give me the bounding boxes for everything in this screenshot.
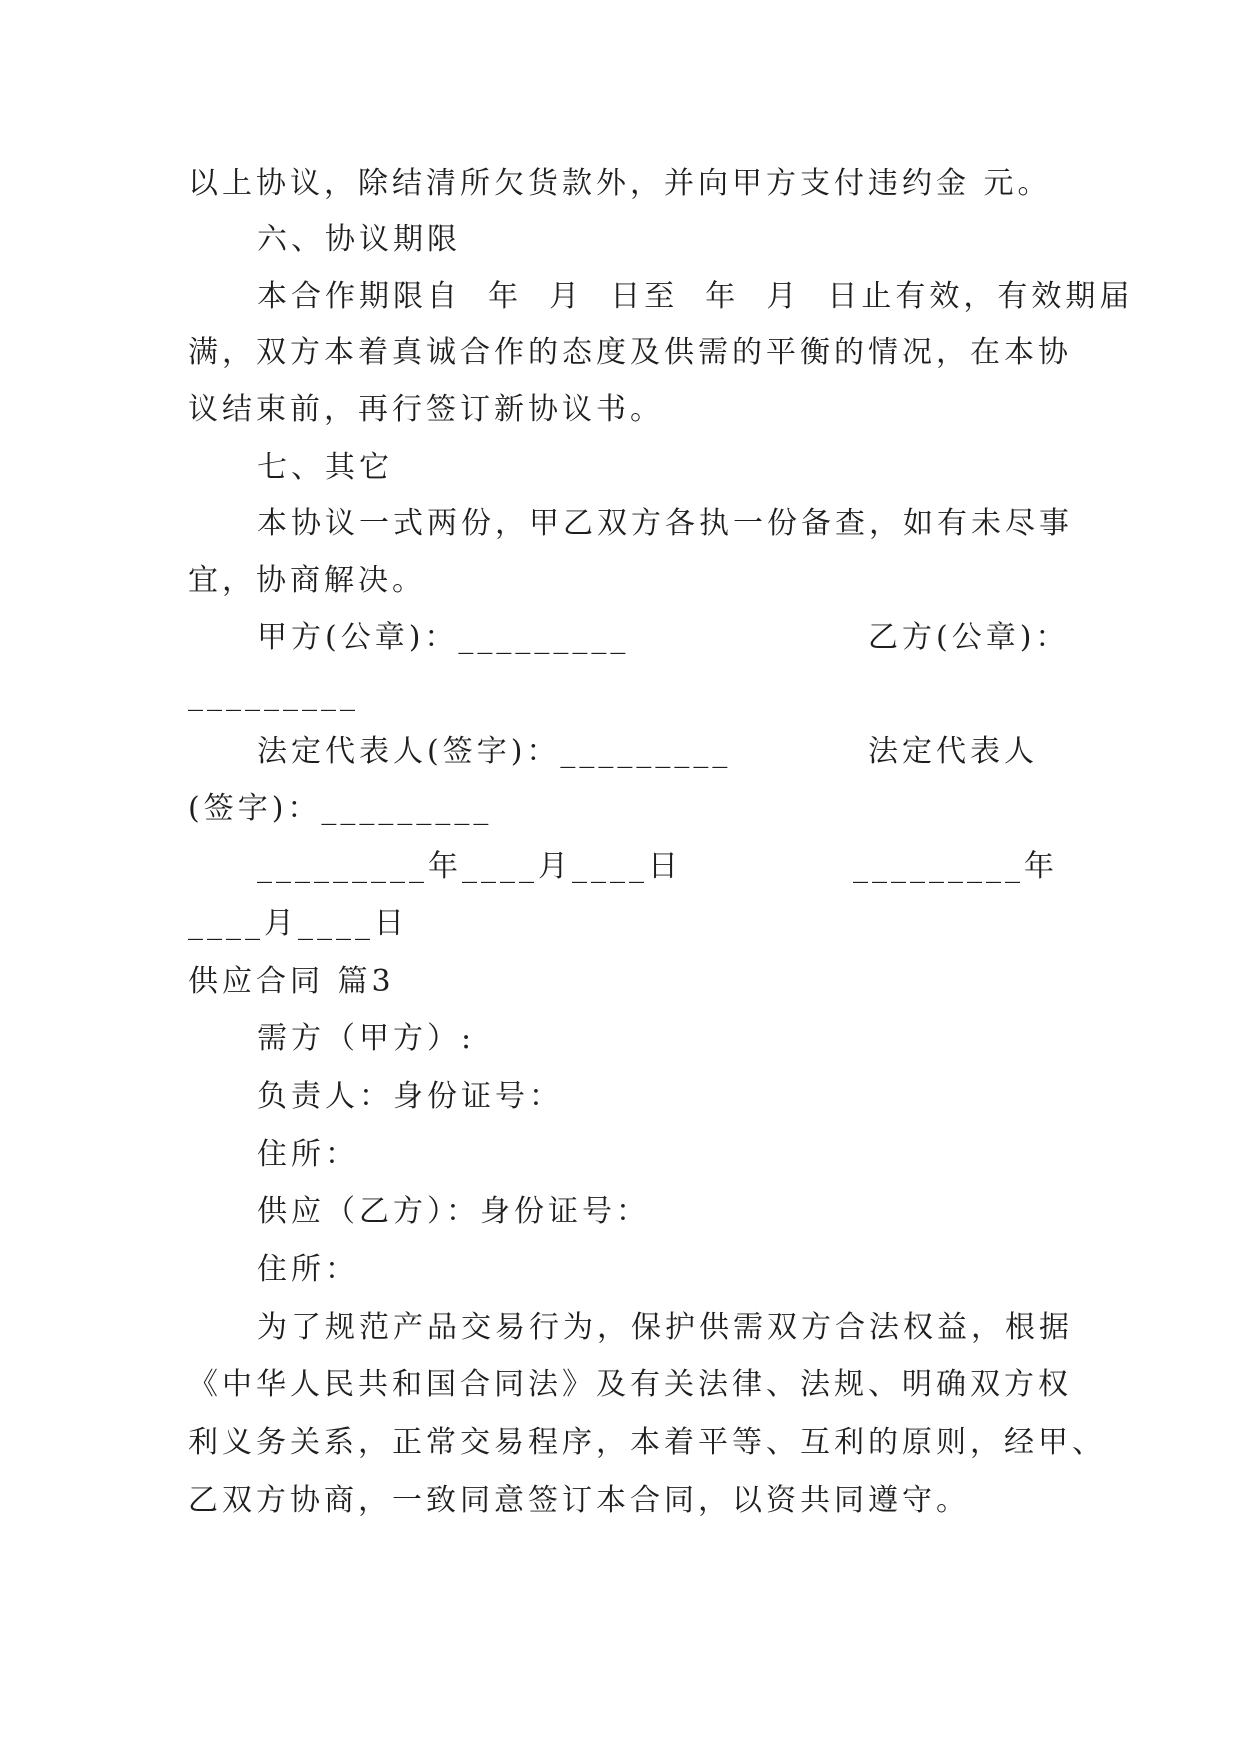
- section-heading-term: 六、协议期限: [257, 222, 461, 257]
- party-b-date-month-day: ____月____日: [188, 906, 408, 941]
- party-b-seal-blank: _________: [188, 677, 359, 712]
- party-b-seal-label: 乙方(公章)：: [868, 620, 1070, 655]
- party-b-representative-label: 法定代表人: [868, 734, 1038, 769]
- party-a-date-line: _________年____月____日: [257, 849, 682, 884]
- text-line: 为了规范产品交易行为，保护供需双方合法权益，根据: [257, 1310, 1073, 1345]
- text-line: 本合作期限自 年 月 日至 年 月 日止有效，有效期届: [257, 279, 1134, 314]
- party-a-representative-line: 法定代表人(签字)：_________: [257, 734, 732, 769]
- party-b-signature-line: (签字)：_________: [188, 791, 493, 826]
- address-label: 住所：: [257, 1252, 359, 1287]
- party-b-date-year: _________年: [853, 849, 1058, 884]
- text-line: 满，双方本着真诚合作的态度及供需的平衡的情况，在本协: [188, 335, 1072, 370]
- section-heading-other: 七、其它: [257, 450, 393, 485]
- responsible-person-label: 负责人：身份证号：: [257, 1079, 563, 1114]
- text-line: 乙双方协商，一致同意签订本合同，以资共同遵守。: [188, 1483, 970, 1518]
- text-line: 议结束前，再行签订新协议书。: [188, 392, 664, 427]
- text-line: 本协议一式两份，甲乙双方各执一份备查，如有未尽事: [257, 506, 1073, 541]
- buyer-label: 需方（甲方）:: [257, 1021, 476, 1056]
- party-a-seal-line: 甲方(公章)：_________: [257, 620, 630, 655]
- text-line: 《中华人民共和国合同法》及有关法律、法规、明确双方权: [188, 1367, 1072, 1402]
- address-label: 住所：: [257, 1137, 359, 1172]
- text-line: 利义务关系，正常交易程序，本着平等、互利的原则，经甲、: [188, 1425, 1106, 1460]
- supplier-label: 供应（乙方）：身份证号：: [257, 1194, 650, 1229]
- contract-title: 供应合同 篇3: [188, 964, 395, 999]
- text-line: 宜，协商解决。: [188, 563, 426, 598]
- text-line: 以上协议，除结清所欠货款外，并向甲方支付违约金 元。: [188, 166, 1052, 201]
